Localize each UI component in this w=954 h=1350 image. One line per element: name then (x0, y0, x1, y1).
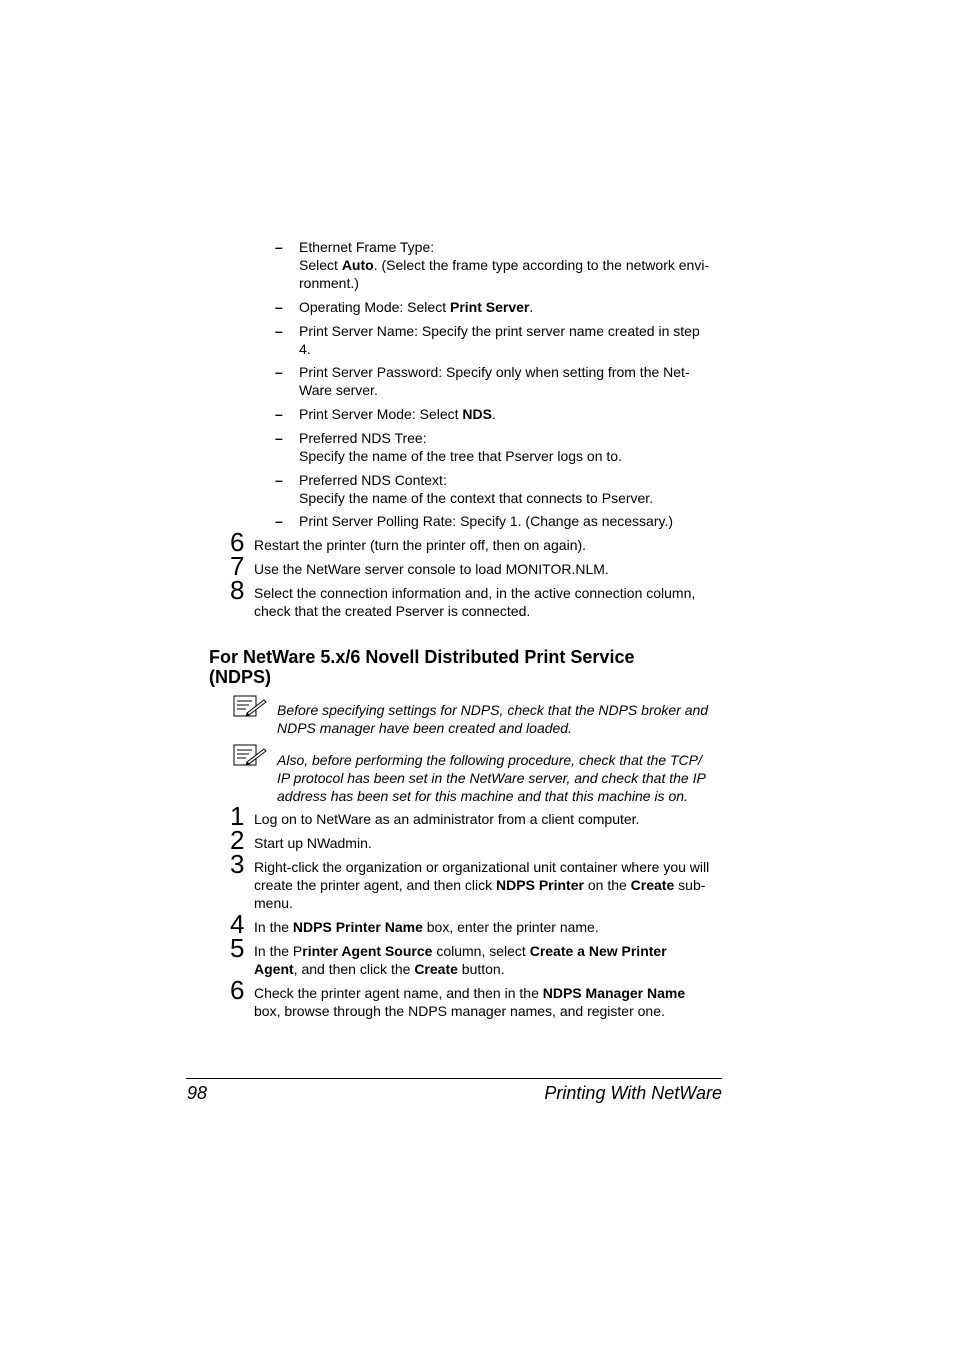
sub-item-print-server-mode (299, 405, 729, 423)
text: . (491, 406, 496, 422)
note-line: Before specifying settings for NDPS, check that the NDPS broker and (277, 702, 709, 718)
note-line: NDPS manager have been created and loaded. (277, 720, 572, 736)
bold-text: NDPS Printer Name (292, 919, 423, 935)
step-number: 2 (230, 825, 245, 855)
note-line: Also, before performing the following procedure, check that the TCP/ (277, 752, 702, 768)
text: button. (457, 961, 505, 977)
step-line (254, 984, 729, 1002)
sub-item-operating-mode (299, 298, 729, 316)
step-number: 6 (230, 527, 245, 557)
step-line: box, browse through the NDPS manager names, and register one. (254, 1003, 665, 1019)
dash-bullet: – (275, 406, 283, 422)
dash-bullet: – (275, 239, 283, 255)
sub-item-print-server-password (299, 363, 729, 399)
step-number: 8 (230, 575, 245, 605)
sub-item-line: Specify the name of the tree that Pserver logs on to. (299, 448, 622, 464)
sub-item-line: Specify the name of the context that connects to Pserver. (299, 490, 654, 506)
text: . (529, 299, 534, 315)
text: , and then click the (293, 961, 415, 977)
step-line (254, 942, 729, 960)
sub-item-line (299, 256, 729, 274)
note-text (277, 751, 727, 805)
dash-bullet: – (275, 513, 283, 529)
text: In the P (254, 943, 303, 959)
step-text: Restart the printer (turn the printer off, then on again). (254, 537, 587, 553)
sub-item-line: Ware server. (299, 382, 378, 398)
sub-item-line: ronment.) (299, 275, 359, 291)
step-text: Use the NetWare server console to load MONITOR.NLM. (254, 561, 609, 577)
bold-text: Auto (341, 257, 374, 273)
sub-item-line: Preferred NDS Context: (299, 472, 447, 488)
dash-bullet: – (275, 364, 283, 380)
footer-divider (186, 1078, 722, 1079)
sub-item-line: Preferred NDS Tree: (299, 430, 427, 446)
text: Select (299, 257, 342, 273)
bold-text: Agent (254, 961, 294, 977)
sub-item-line: 4. (299, 341, 311, 357)
step-text (254, 942, 729, 978)
step-number: 4 (230, 909, 245, 939)
page-number: 98 (187, 1083, 208, 1103)
text: create the printer agent, and then click (254, 877, 497, 893)
step-line: Select the connection information and, in the active connection column, (254, 585, 696, 601)
dash-bullet: – (275, 430, 283, 446)
heading-line: (NDPS) (209, 667, 271, 687)
bold-text: Print Server (449, 299, 530, 315)
sub-item-preferred-nds-context (299, 471, 729, 507)
sub-item-line: Print Server Polling Rate: Specify 1. (Change as necessary.) (299, 513, 674, 529)
text: Check the printer agent name, and then in the (254, 985, 543, 1001)
text: . (Select the frame type according to the network envi- (373, 257, 710, 273)
sub-item-line: Print Server Name: Specify the print server name created in step (299, 323, 700, 339)
text: on the (583, 877, 631, 893)
step-number: 6 (230, 975, 245, 1005)
text: Operating Mode: Select (299, 299, 450, 315)
note-line: address has been set for this machine and that this machine is on. (277, 788, 688, 804)
sub-item-line: Print Server Password: Specify only when setting from the Net- (299, 364, 690, 380)
step-number: 5 (230, 933, 245, 963)
step-line: Right-click the organization or organizational unit container where you will (254, 859, 710, 875)
step-number: 1 (230, 801, 245, 831)
step-text (254, 984, 729, 1020)
note-text (277, 701, 727, 737)
step-number: 3 (230, 849, 245, 879)
step-number: 7 (230, 551, 245, 581)
bold-text: Create (630, 877, 675, 893)
sub-item-ethernet-frame-type (299, 238, 729, 292)
step-line: menu. (254, 895, 293, 911)
bold-text: Create (414, 961, 458, 977)
text: column, select (432, 943, 530, 959)
bold-text: Create a New Printer (529, 943, 667, 959)
step-line (254, 876, 729, 894)
step-text (254, 584, 729, 620)
dash-bullet: – (275, 323, 283, 339)
note-pencil-icon (233, 744, 267, 766)
text: sub- (674, 877, 706, 893)
note-line: IP protocol has been set in the NetWare server, and check that the IP (277, 770, 706, 786)
sub-item-preferred-nds-tree (299, 429, 729, 465)
dash-bullet: – (275, 299, 283, 315)
step-text: Start up NWadmin. (254, 835, 372, 851)
step-text: Log on to NetWare as an administrator from a client computer. (254, 811, 640, 827)
dash-bullet: – (275, 472, 283, 488)
sub-item-print-server-name (299, 322, 729, 358)
bold-text: rinter Agent Source (302, 943, 433, 959)
step-text (254, 858, 729, 912)
bold-text: NDS (462, 406, 492, 422)
chapter-title: Printing With NetWare (544, 1083, 722, 1103)
bold-text: NDPS Printer (496, 877, 584, 893)
bold-text: NDPS Manager Name (542, 985, 686, 1001)
step-line: check that the created Pserver is connected. (254, 603, 531, 619)
heading-line: For NetWare 5.x/6 Novell Distributed Print Service (209, 647, 635, 667)
text: In the (254, 919, 293, 935)
step-line (254, 960, 729, 978)
note-pencil-icon (233, 695, 267, 717)
text: box, enter the printer name. (422, 919, 599, 935)
sub-item-polling-rate (299, 512, 729, 530)
step-text (254, 918, 729, 936)
text: Print Server Mode: Select (299, 406, 463, 422)
sub-item-line: Ethernet Frame Type: (299, 239, 435, 255)
section-heading (209, 647, 729, 687)
